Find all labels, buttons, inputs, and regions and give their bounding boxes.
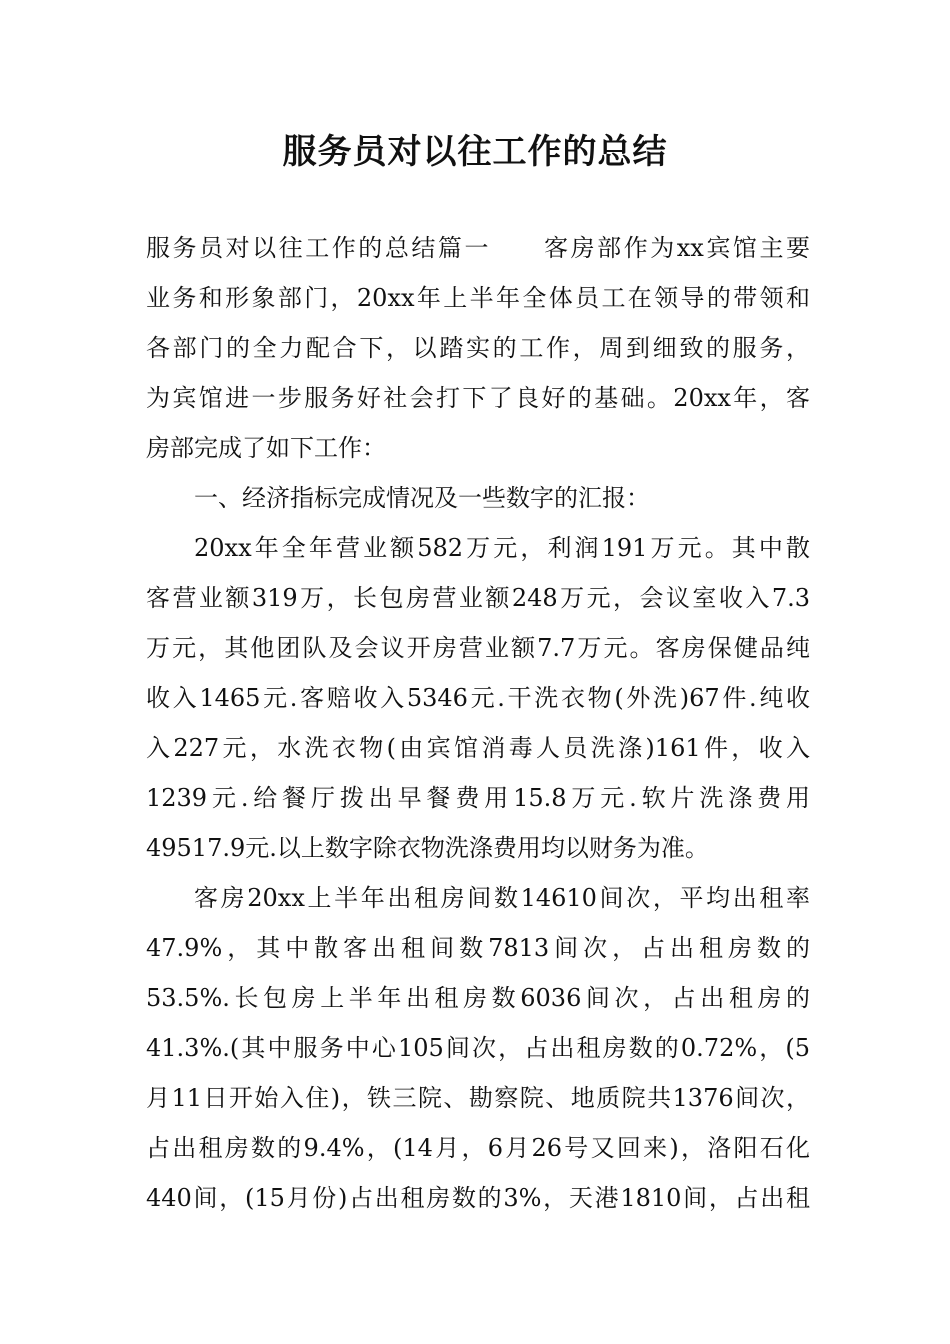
section-heading: 一、经济指标完成情况及一些数字的汇报： <box>194 484 650 512</box>
text-line: 41.3%.(其中服务中心105间次，占出租房数的0.72%，(5 <box>146 1034 810 1062</box>
text-line: 入227元，水洗衣物(由宾馆消毒人员洗涤)161件，收入 <box>146 734 810 762</box>
text-line: 客房20xx上半年出租房间数14610间次，平均出租率 <box>194 884 810 912</box>
text-line: 业务和形象部门，20xx年上半年全体员工在领导的带领和 <box>146 284 810 312</box>
text-line: 万元，其他团队及会议开房营业额7.7万元。客房保健品纯 <box>146 634 810 662</box>
text-line: 为宾馆进一步服务好社会打下了良好的基础。20xx年，客 <box>146 384 810 412</box>
text-line: 47.9%，其中散客出租间数7813间次，占出租房数的 <box>146 934 810 962</box>
text-line: 20xx年全年营业额582万元，利润191万元。其中散 <box>194 534 810 562</box>
text-line: 服务员对以往工作的总结篇一 客房部作为xx宾馆主要 <box>146 234 810 262</box>
document-body <box>146 223 810 1223</box>
text-line: 占出租房数的9.4%，(14月，6月26号又回来)，洛阳石化 <box>146 1134 810 1162</box>
document-title: 服务员对以往工作的总结 <box>282 132 668 172</box>
text-line: 53.5%.长包房上半年出租房数6036间次，占出租房的 <box>146 984 810 1012</box>
text-line: 月11日开始入住)，铁三院、勘察院、地质院共1376间次， <box>146 1084 810 1112</box>
text-line: 440间，(15月份)占出租房数的3%，天港1810间，占出租 <box>146 1184 810 1212</box>
text-line: 1239元.给餐厅拨出早餐费用15.8万元.软片洗涤费用 <box>146 784 810 812</box>
text-line: 各部门的全力配合下，以踏实的工作，周到细致的服务， <box>146 334 810 362</box>
text-line: 49517.9元.以上数字除衣物洗涤费用均以财务为准。 <box>146 834 709 862</box>
text-line: 收入1465元.客赔收入5346元.干洗衣物(外洗)67件.纯收 <box>146 684 810 712</box>
text-line: 房部完成了如下工作： <box>146 434 386 462</box>
text-line: 客营业额319万，长包房营业额248万元，会议室收入7.3 <box>146 584 810 612</box>
